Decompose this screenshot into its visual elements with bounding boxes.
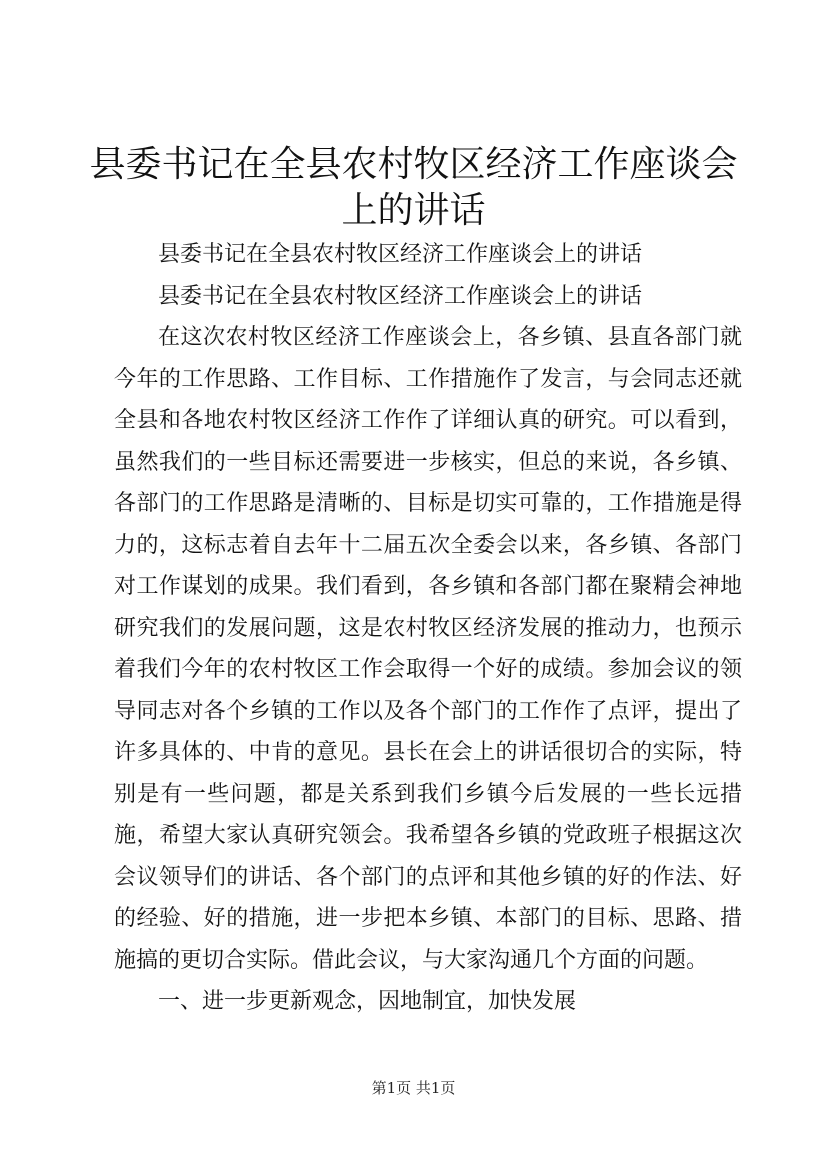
document-title: 县委书记在全县农村牧区经济工作座谈会上的讲话: [89, 144, 738, 231]
paragraph-subtitle-1: 县委书记在全县农村牧区经济工作座谈会上的讲话: [158, 242, 643, 267]
document-body: [114, 234, 742, 1023]
paragraph-section-heading: 一、进一步更新观念，因地制宜，加快发展: [158, 989, 577, 1014]
page-number-footer: 第1页 共1页: [371, 1079, 456, 1097]
paragraph-main: 在这次农村牧区经济工作座谈会上，各乡镇、县直各部门就今年的工作思路、工作目标、工作措施作了发言，与会同志还就全县和各地农村牧区经济工作作了详细认真的研究。可以看到，虽然我们的一些目标还需要进一步核实，但总的来说，各乡镇、各部门的工作思路是清晰的、目标是切实可靠的，工作措施是得力的，这标志着自去年十二届五次全委会以来，各乡镇、各部门对工作谋划的成果。我们看到，各乡镇和各部门都在聚精会神地研究我们的发展问题，这是农村牧区经济发展的推动力，也预示着我们今年的农村牧区工作会取得一个好的成绩。参加会议的领导同志对各个乡镇的工作以及各个部门的工作作了点评，提出了许多具体的、中肯的意见。县长在会上的讲话很切合的实际，特别是有一些问题，都是关系到我们乡镇今后发展的一些长远措施，希望大家认真研究领会。我希望各乡镇的党政班子根据这次会议领导们的讲话、各个部门的点评和其他乡镇的好的作法、好的经验、好的措施，进一步把本乡镇、本部门的目标、思路、措施搞的更切合实际。借此会议，与大家沟通几个方面的问题。: [114, 325, 742, 973]
paragraph-subtitle-2: 县委书记在全县农村牧区经济工作座谈会上的讲话: [158, 283, 643, 309]
